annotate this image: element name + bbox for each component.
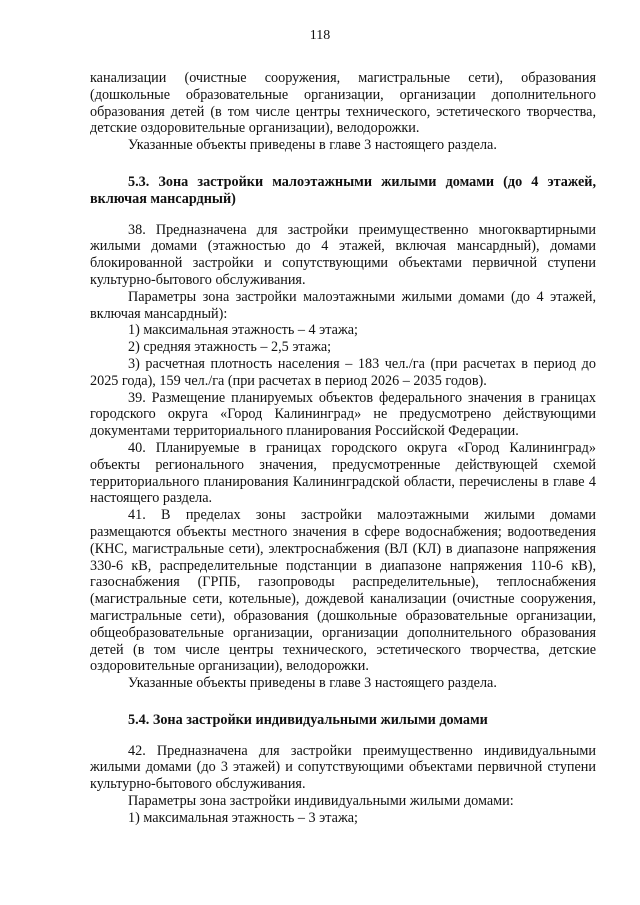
paragraph-39: 39. Размещение планируемых объектов федерального значения в границах городского округа «Город Калининград» не предусмотрено действующими документами территориального планирования Российской Федерации. xyxy=(90,389,596,440)
section-heading-5-4: 5.4. Зона застройки индивидуальными жилыми домами xyxy=(128,711,488,728)
paragraph-continuation: канализации (очистные сооружения, магистральные сети), образования (дошкольные образовательные организации, организации дополнительного образования детей (в том числе центры технического, эстетического творчества, детские оздоровительные организации), велодорожки. xyxy=(90,70,596,137)
paragraph-reference: Указанные объекты приведены в главе 3 настоящего раздела. xyxy=(128,137,497,154)
page-number: 118 xyxy=(309,28,331,43)
list-item-density: 3) расчетная плотность населения – 183 чел./га (при расчетах в период до 2025 года), 159 чел./га (при расчетах в период 2026 – 2035 годов). xyxy=(90,355,596,389)
paragraph-41: 41. В пределах зоны застройки малоэтажными жилыми домами размещаются объекты местного значения в сфере водоснабжения; водоотведения (КНС, магистральные сети), электроснабжения (ВЛ (КЛ) в диапазоне напряжения 330-6 кВ, распределительные подстанции в диапазоне напряжения 110-6 кВ), газоснабжения (ГРПБ, газопроводы распределительные), теплоснабжения (магистральные сети, котельные), дождевой канализации (очистные сооружения, магистральные сети), образования (дошкольные образовательные организации, общеобразовательные организации, организации дополнительного образования детей (в том числе центры технического, эстетического творчества, детские оздоровительные организации), велодорожки. xyxy=(90,507,596,675)
list-item-avg-floors: 2) средняя этажность – 2,5 этажа; xyxy=(128,339,332,356)
list-item-max-floors: 1) максимальная этажность – 3 этажа; xyxy=(128,809,358,826)
paragraph-reference: Указанные объекты приведены в главе 3 настоящего раздела. xyxy=(128,675,497,692)
paragraph-parameters-intro: Параметры зона застройки малоэтажными жилыми домами (до 4 этажей, включая мансардный): xyxy=(90,288,596,322)
document-body xyxy=(90,70,596,827)
section-heading-5-3: 5.3. Зона застройки малоэтажными жилыми домами (до 4 этажей, включая мансардный) xyxy=(90,173,596,207)
paragraph-parameters-intro: Параметры зона застройки индивидуальными жилыми домами: xyxy=(128,793,514,810)
paragraph-40: 40. Планируемые в границах городского округа «Город Калининград» объекты регионального значения, предусмотренные действующей схемой территориального планирования Калининградской области, перечислены в главе 4 настоящего раздела. xyxy=(90,439,596,507)
paragraph-38: 38. Предназначена для застройки преимущественно многоквартирными жилыми домами (этажностью до 4 этажей, включая мансардный), домами блокированной застройки и сопутствующими объектами первичной ступени культурно-бытового обслуживания. xyxy=(90,221,596,288)
paragraph-42: 42. Предназначена для застройки преимущественно индивидуальными жилыми домами (до 3 этажей) и сопутствующими объектами первичной ступени культурно-бытового обслуживания. xyxy=(90,742,596,793)
list-item-max-floors: 1) максимальная этажность – 4 этажа; xyxy=(128,322,358,339)
